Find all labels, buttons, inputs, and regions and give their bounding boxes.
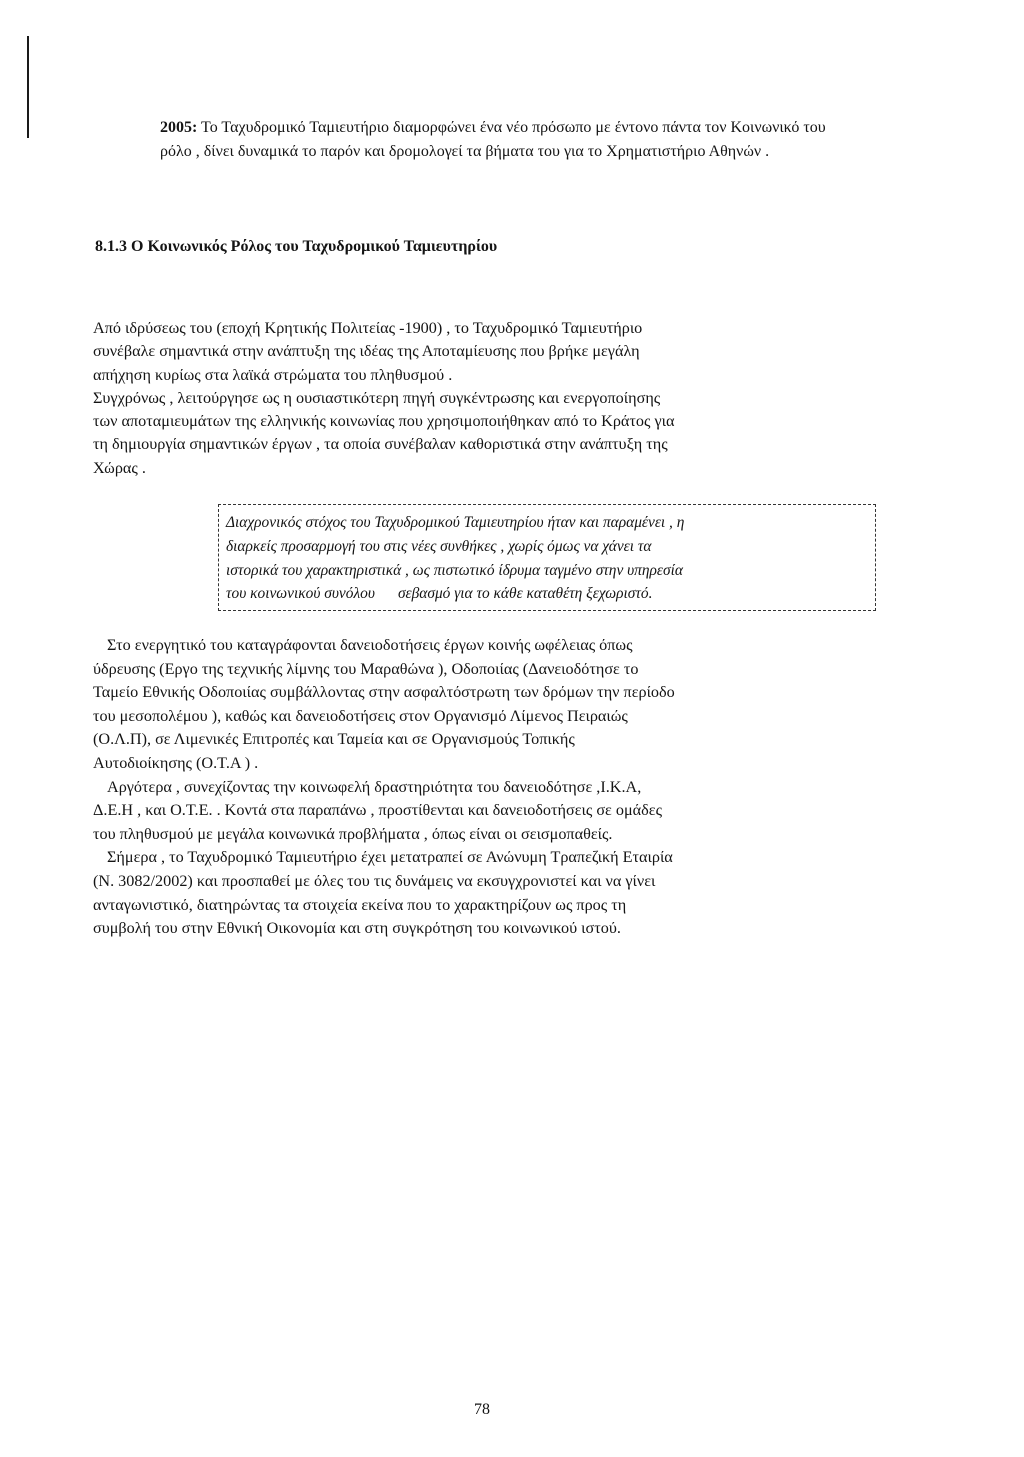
paragraph-line: απήχηση κυρίως στα λαϊκά στρώματα του πληθυσμού .	[93, 365, 453, 384]
paragraph-line: Αυτοδιοίκησης (Ο.Τ.Α ) .	[93, 753, 259, 772]
paragraph-line: (Ο.Λ.Π), σε Λιμενικές Επιτροπές και Ταμεία και σε Οργανισμούς Τοπικής	[93, 730, 575, 749]
paragraph-line: του πληθυσμού με μεγάλα κοινωνικά προβλήματα , όπως είναι οι σεισμοπαθείς.	[93, 824, 613, 843]
intro-text: Το Ταχυδρομικό Ταμιευτήριο διαμορφώνει ένα νέο πρόσωπο με έντονο πάντα τον Κοινωνικό του ρόλο , δίνει δυναμικά το παρόν και δρομολογεί τα βήματα του για το Χρηματιστήριο Αθηνών .	[160, 119, 826, 160]
paragraph-loans	[93, 634, 893, 941]
paragraph-line: ύδρευσης (Εργο της τεχνικής λίμνης του Μαραθώνα ), Οδοποιίας (Δανειοδότησε το	[93, 659, 639, 678]
paragraph-line: (Ν. 3082/2002) και προσπαθεί με όλες του τις δυνάμεις να εκσυγχρονιστεί και να γίνει	[93, 871, 656, 890]
paragraph-line: Ταμείο Εθνικής Οδοποιίας συμβάλλοντας στην ασφαλτόστρωτη των δρόμων την περίοδο	[93, 683, 675, 702]
paragraph-founding	[93, 317, 883, 480]
intro-paragraph	[160, 116, 860, 163]
paragraph-line: Στο ενεργητικό του καταγράφονται δανειοδοτήσεις έργων κοινής ωφέλειας όπως	[107, 636, 633, 654]
paragraph-line: Δ.Ε.Η , και Ο.Τ.Ε. . Κοντά στα παραπάνω , προστίθενται και δανειοδοτήσεις σε ομάδες	[93, 801, 662, 820]
intro-year: 2005:	[160, 119, 198, 136]
paragraph-line: Συγχρόνως , λειτούργησε ως η ουσιαστικότερη πηγή συγκέντρωσης και ενεργοποίησης	[93, 388, 661, 407]
paragraph-line: Χώρας .	[93, 458, 146, 477]
scan-margin-line	[27, 36, 29, 138]
paragraph-line: τη δημιουργία σημαντικών έργων , τα οποία συνέβαλαν καθοριστικά στην ανάπτυξη της	[93, 435, 668, 454]
quote-line: διαρκείς προσαρμογή του στις νέες συνθήκες , χωρίς όμως να χάνει τα	[226, 537, 652, 555]
quote-line: του κοινωνικού συνόλου σεβασμό για το κάθε καταθέτη ξεχωριστό.	[226, 585, 653, 603]
paragraph-line: Από ιδρύσεως του (εποχή Κρητικής Πολιτείας -1900) , το Ταχυδρομικό Ταμιευτήριο	[93, 319, 643, 337]
quote-text	[226, 511, 876, 606]
section-heading: 8.1.3 Ο Κοινωνικός Ρόλος του Ταχυδρομικού Ταμιευτηρίου	[95, 238, 498, 255]
paragraph-line: του μεσοπολέμου ), καθώς και δανειοδοτήσεις στον Οργανισμό Λίμενος Πειραιώς	[93, 706, 628, 725]
page-number: 78	[474, 1401, 490, 1418]
paragraph-line: συμβολή του στην Εθνική Οικονομία και στη συγκρότηση του κοινωνικού ιστού.	[93, 919, 621, 938]
paragraph-line: των αποταμιευμάτων της ελληνικής κοινωνίας που χρησιμοποιήθηκαν από το Κράτος για	[93, 412, 675, 431]
quote-line: ιστορικά του χαρακτηριστικά , ως πιστωτικό ίδρυμα ταγμένο στην υπηρεσία	[226, 561, 683, 579]
paragraph-line: συνέβαλε σημαντικά στην ανάπτυξη της ιδέας της Αποταμίευσης που βρήκε μεγάλη	[93, 342, 640, 361]
quote-line: Διαχρονικός στόχος του Ταχυδρομικού Ταμιευτηρίου ήταν και παραμένει , η	[226, 514, 685, 531]
paragraph-line: Αργότερα , συνεχίζοντας την κοινωφελή δραστηριότητα του δανειοδότησε ,Ι.Κ.Α,	[107, 777, 642, 796]
paragraph-line: Σήμερα , το Ταχυδρομικό Ταμιευτήριο έχει μετατραπεί σε Ανώνυμη Τραπεζική Εταιρία	[107, 848, 673, 867]
paragraph-line: ανταγωνιστικό, διατηρώντας τα στοιχεία εκείνα που το χαρακτηρίζουν ως προς τη	[93, 895, 627, 914]
